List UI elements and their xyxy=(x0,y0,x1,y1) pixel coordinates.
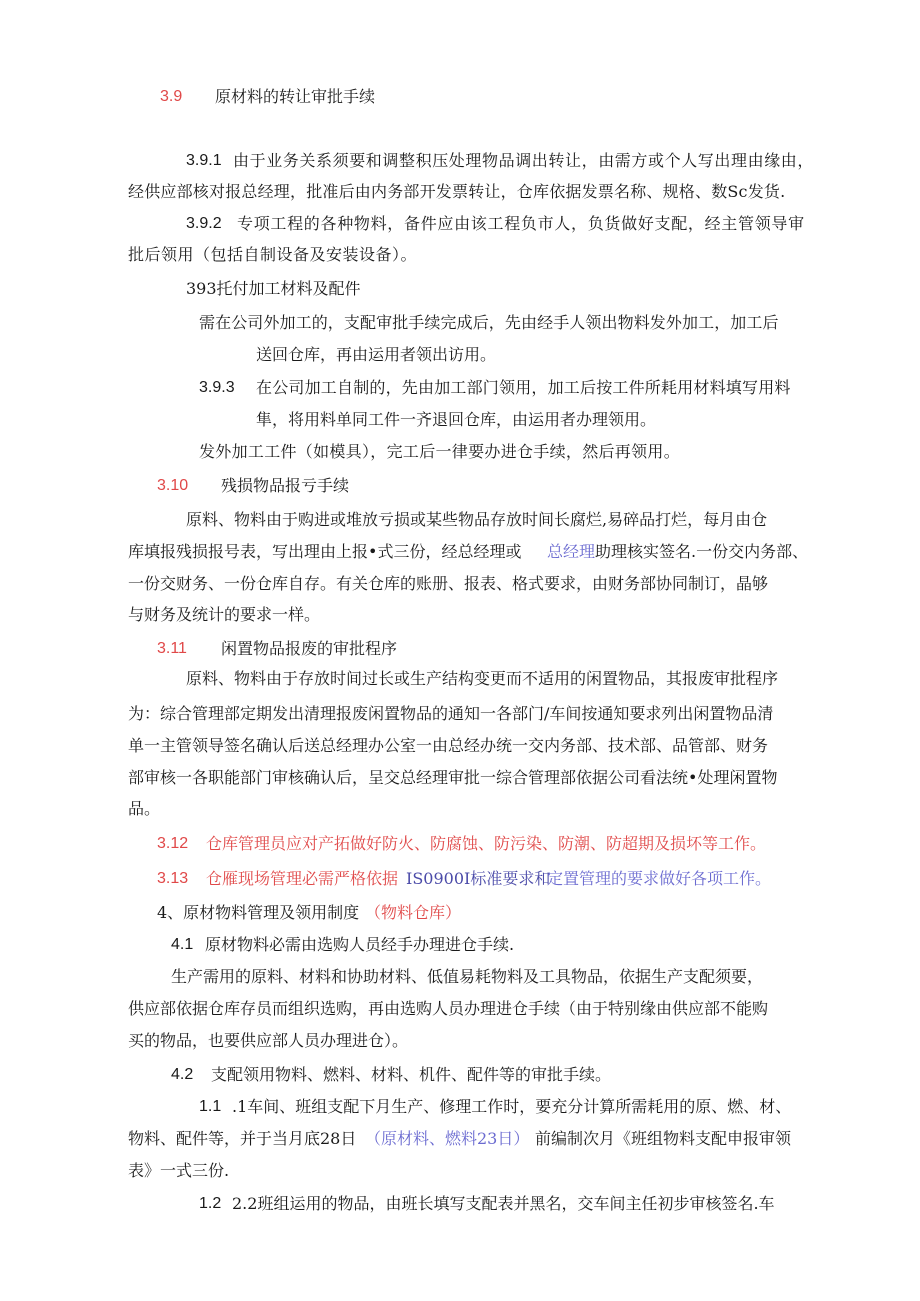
paragraph-text: 隼，将用料单同工件一齐退回仓库，由运用者办理领用。 xyxy=(256,410,657,429)
paragraph-text: 单一主管领导签名确认后送总经理办公室一由总经办统一交内务部、技术部、品管部、财务 xyxy=(128,736,769,755)
section-number: 1.1 xyxy=(199,1098,222,1115)
paragraph-text: 原料、物料由于存放时间过长或生产结构变更而不适用的闲置物品，其报废审批程序 xyxy=(186,669,779,688)
paragraph-text: 一份交财务、一份仓库自存。有关仓库的账册、报表、格式要求，由财务部协同制订，晶够 xyxy=(128,574,769,593)
highlighted-text: IS0900I标准要求和 xyxy=(406,869,551,888)
paragraph-text: 前编制次月《班组物料支配申报审领 xyxy=(535,1129,792,1148)
section-number: 3.10 xyxy=(157,477,189,494)
section-title: 4、原材物料管理及领用制度 xyxy=(157,903,360,922)
paragraph-text: 品。 xyxy=(128,799,161,818)
section-number: 3.9.3 xyxy=(199,379,235,396)
section-number: 4.2 xyxy=(171,1066,194,1083)
paragraph-text: 为：综合管理部定期发出清理报废闲置物品的通知一各部门/车间按通知要求列出闲置物品清 xyxy=(128,704,774,723)
section-number: 3.13 xyxy=(157,870,189,887)
paragraph-text: 2.2班组运用的物品，由班长填写支配表并黑名，交车间主任初步审核签名.车 xyxy=(232,1194,775,1213)
paragraph-text: 批后领用（包括自制设备及安装设备）。 xyxy=(128,245,418,264)
section-title: 残损物品报亏手续 xyxy=(221,476,350,495)
paragraph-text: 由于业务关系须要和调整积压处理物品调出转让，由需方或个人写出理由缘由， xyxy=(233,151,815,170)
paragraph-text: 物料、配件等，并于当月底28日 xyxy=(128,1129,357,1148)
paragraph-text: 供应部依据仓库存员而组织选购，再由选购人员办理进仓手续（由于特别缘由供应部不能购 xyxy=(128,999,769,1018)
paragraph-text: 发外加工工件（如模具），完工后一律要办进仓手续，然后再领用。 xyxy=(199,442,681,461)
paragraph-text: 买的物品，也要供应部人员办理进仓）。 xyxy=(128,1031,409,1050)
section-title: 闲置物品报废的审批程序 xyxy=(221,639,398,658)
highlighted-text: 定置管理的要求做好各项工作。 xyxy=(547,869,772,888)
paragraph-text: 仓库管理员应对产拓做好防火、防腐蚀、防污染、防潮、防超期及损坏等工作。 xyxy=(206,834,767,853)
paragraph-text: 送回仓库，再由运用者领出访用。 xyxy=(256,345,497,364)
paragraph-text: 需在公司外加工的，支配审批手续完成后，先由经手人领出物料发外加工，加工后 xyxy=(199,313,779,332)
paragraph-text: 助理核实签名.一份交内务部、 xyxy=(595,542,809,561)
section-number: 1.2 xyxy=(199,1195,222,1212)
paragraph-text: 原料、物料由于购进或堆放亏损或某些物品存放时间长腐烂,易碎品打烂，每月由仓 xyxy=(186,510,768,529)
section-title: 393托付加工材料及配件 xyxy=(186,279,361,298)
section-number: 3.9.1 xyxy=(186,152,222,169)
section-number: 3.11 xyxy=(157,640,187,657)
section-title-note: （物料仓库） xyxy=(365,903,462,922)
paragraph-text: 经供应部核对报总经理，批准后由内务部开发票转让，仓库依据发票名称、规格、数Sc发货. xyxy=(128,182,786,201)
paragraph-text: 表》一式三份. xyxy=(128,1161,230,1180)
paragraph-text: 在公司加工自制的，先由加工部门领用，加工后按工件所耗用材料填写用料 xyxy=(256,378,791,397)
section-number: 4.1 xyxy=(171,936,194,953)
paragraph-text: .1车间、班组支配下月生产、修理工作时，要充分计算所需耗用的原、燃、材、 xyxy=(232,1097,792,1116)
section-number: 3.9 xyxy=(160,88,183,105)
paragraph-text: 仓雁现场管理必需严格依据 xyxy=(206,869,399,888)
highlighted-text: （原材料、燃料23日） xyxy=(365,1129,530,1148)
paragraph-text: 与财务及统计的要求一样。 xyxy=(128,605,321,624)
section-title: 原材料的转让审批手续 xyxy=(215,87,376,106)
paragraph-text: 部审核一各职能部门审核确认后，呈交总经理审批一综合管理部依据公司看法统•处理闲置物 xyxy=(128,768,778,787)
paragraph-text: 支配领用物料、燃料、材料、机件、配件等的审批手续。 xyxy=(211,1065,612,1084)
paragraph-text: 生产需用的原料、材料和协助材料、低值易耗物料及工具物品，依据生产支配须要， xyxy=(171,967,764,986)
section-number: 3.12 xyxy=(157,835,189,852)
paragraph-text: 原材物料必需由选购人员经手办理进仓手续. xyxy=(205,935,515,954)
highlighted-text: 总经理 xyxy=(547,542,596,561)
paragraph-text: 库填报残损报号表，写出理由上报•式三份，经总经理或 xyxy=(128,542,522,561)
section-number: 3.9.2 xyxy=(186,215,222,232)
paragraph-text: 专项工程的各种物料，备件应由该工程负市人，负货做好支配，经主管领导审 xyxy=(237,214,805,233)
